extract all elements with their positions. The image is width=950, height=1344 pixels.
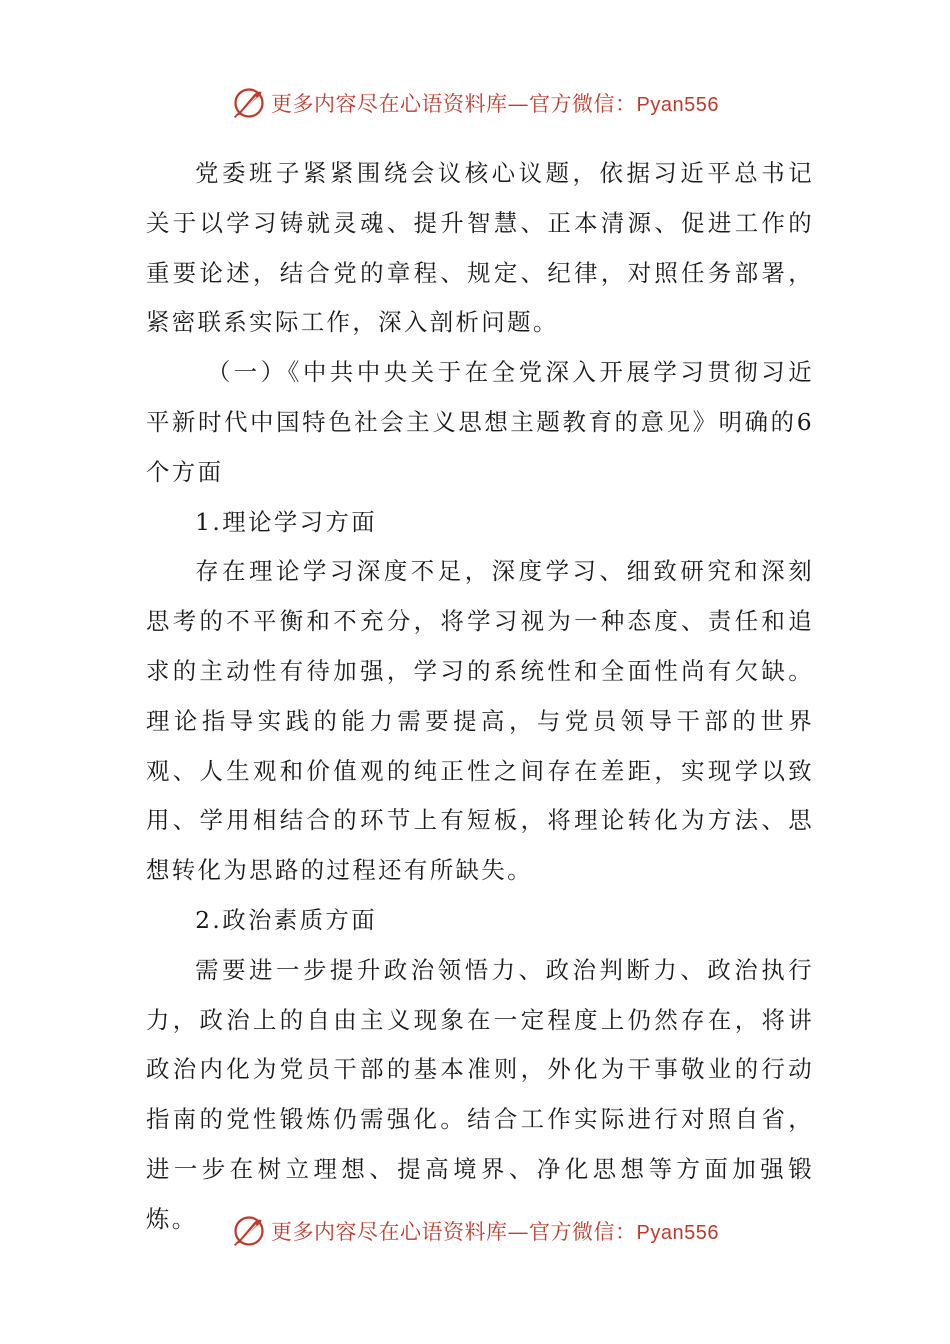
- quill-pen-circle-icon: [231, 85, 267, 121]
- wechat-id: Pyan556: [636, 94, 719, 116]
- watermark-text: 更多内容尽在心语资料库—官方微信：Pyan556: [271, 1220, 719, 1244]
- item2-heading: 2.政治素质方面: [195, 905, 377, 934]
- footer-watermark: [0, 1211, 950, 1251]
- item2-paragraph: 需要进一步提升政治领悟力、政治判断力、政治执行力，政治上的自由主义现象在一定程度上仍然存在，将讲政治内化为党员干部的基本准则，外化为干事敬业的行动指南的党性锻炼仍需强化。结合工作实际进行对照自省，进一步在树立理想、提高境界、净化思想等方面加强锻炼。: [146, 955, 814, 1233]
- item1-paragraph: 存在理论学习深度不足，深度学习、细致研究和深刻思考的不平衡和不充分，将学习视为一种态度、责任和追求的主动性有待加强，学习的系统性和全面性尚有欠缺。理论指导实践的能力需要提高，与党员领导干部的世界观、人生观和价值观的纯正性之间存在差距，实现学以致用、学用相结合的环节上有短板，将理论转化为方法、思想转化为思路的过程还有所缺失。: [146, 557, 814, 885]
- item1-heading: 1.理论学习方面: [195, 507, 377, 536]
- document-body: [146, 149, 814, 1245]
- quill-pen-circle-icon: [231, 1213, 267, 1249]
- intro-paragraph: 党委班子紧紧围绕会议核心议题，依据习近平总书记关于以学习铸就灵魂、提升智慧、正本清源、促进工作的重要论述，结合党的章程、规定、纪律，对照任务部署，紧密联系实际工作，深入剖析问题。: [146, 159, 814, 337]
- header-watermark: [0, 83, 950, 123]
- watermark-text: 更多内容尽在心语资料库—官方微信：Pyan556: [271, 92, 719, 116]
- section-heading: （一）《中共中央关于在全党深入开展学习贯彻习近平新时代中国特色社会主义思想主题教育的意见》明确的6个方面: [146, 358, 814, 486]
- wechat-id: Pyan556: [636, 1222, 719, 1244]
